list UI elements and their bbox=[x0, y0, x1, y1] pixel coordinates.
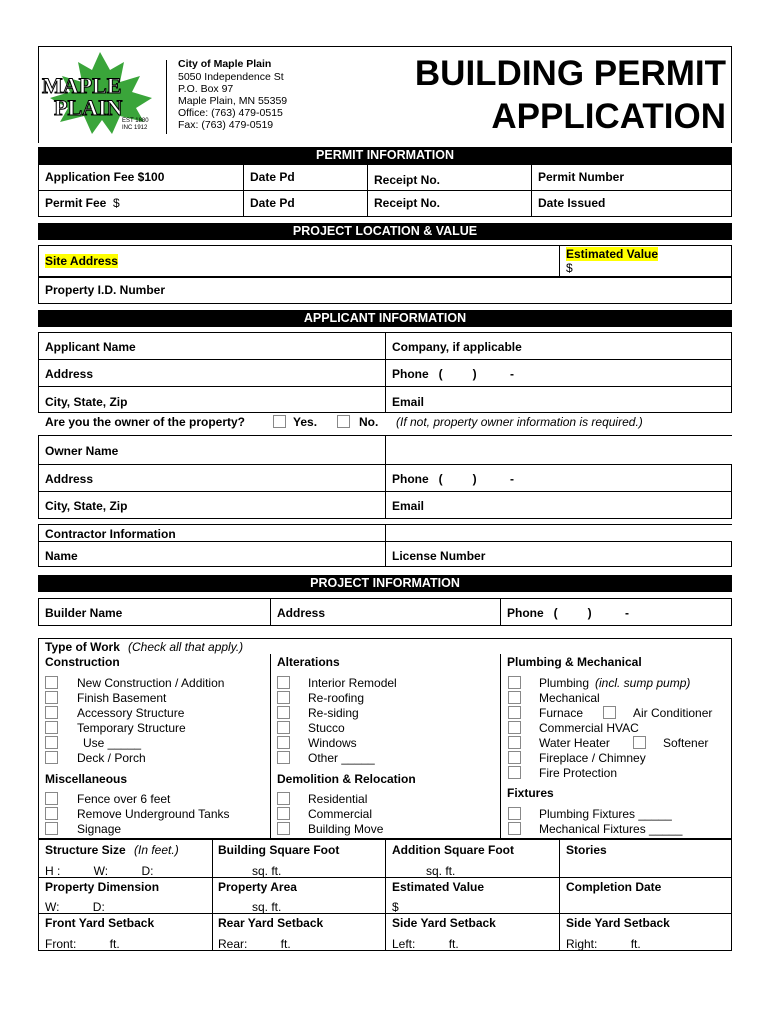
alteration-checkbox[interactable] bbox=[277, 706, 290, 719]
side-setback-value-left: Left: ft. bbox=[392, 937, 459, 951]
commercial-hvac-checkbox[interactable] bbox=[508, 721, 521, 734]
completion-date-label: Completion Date bbox=[566, 880, 662, 894]
property-id-label: Property I.D. Number bbox=[45, 283, 166, 297]
alteration-item: Windows bbox=[308, 736, 357, 750]
air-conditioner-checkbox[interactable] bbox=[603, 706, 616, 719]
date-issued-label: Date Issued bbox=[538, 196, 606, 210]
plumbing-item-note: (incl. sump pump) bbox=[595, 676, 691, 690]
property-dimension-label: Property Dimension bbox=[45, 880, 160, 894]
applicant-name-label: Applicant Name bbox=[45, 340, 136, 354]
owner-name-label: Owner Name bbox=[45, 444, 119, 458]
owner-phone-label: Phone ( ) - bbox=[392, 472, 515, 486]
demolition-item: Building Move bbox=[308, 822, 384, 836]
property-dimension-wd: W: D: bbox=[45, 900, 105, 914]
permit-col-1 bbox=[243, 164, 244, 217]
city-fax: Fax: (763) 479-0519 bbox=[178, 119, 274, 131]
alteration-item: Re-roofing bbox=[308, 691, 365, 705]
demolition-checkbox[interactable] bbox=[277, 807, 290, 820]
misc-item: Remove Underground Tanks bbox=[77, 807, 230, 821]
contractor-col bbox=[385, 524, 386, 567]
application-fee-label: Application Fee $100 bbox=[45, 170, 165, 184]
date-paid-label-2: Date Pd bbox=[250, 196, 295, 210]
permit-number-label: Permit Number bbox=[538, 170, 625, 184]
owner-no-checkbox[interactable] bbox=[337, 415, 350, 428]
miscellaneous-heading: Miscellaneous bbox=[45, 772, 128, 786]
front-setback-label: Front Yard Setback bbox=[45, 916, 155, 930]
fixtures-heading: Fixtures bbox=[507, 786, 554, 800]
alteration-checkbox[interactable] bbox=[277, 721, 290, 734]
owner-email-label: Email bbox=[392, 499, 425, 513]
structure-hwd: H : W: D: bbox=[45, 864, 154, 878]
logo-inc: INC 1912 bbox=[122, 125, 148, 131]
demolition-item: Residential bbox=[308, 792, 368, 806]
company-label: Company, if applicable bbox=[392, 340, 522, 354]
contractor-info-label: Contractor Information bbox=[45, 527, 176, 541]
applicant-col bbox=[385, 332, 386, 413]
water-heater-checkbox[interactable] bbox=[508, 736, 521, 749]
property-area-label: Property Area bbox=[218, 880, 297, 894]
permit-fee-dollar: $ bbox=[113, 196, 120, 210]
building-sqft-unit: sq. ft. bbox=[252, 864, 282, 878]
site-value-divider bbox=[559, 245, 560, 277]
misc-checkbox[interactable] bbox=[45, 822, 58, 835]
misc-checkbox[interactable] bbox=[45, 792, 58, 805]
work-col-2 bbox=[500, 654, 501, 839]
license-number-label: License Number bbox=[392, 549, 486, 563]
construction-checkbox[interactable] bbox=[45, 691, 58, 704]
owner-note: (If not, property owner information is required.) bbox=[396, 415, 643, 429]
water-heater-item: Water Heater bbox=[539, 736, 610, 750]
alteration-checkbox[interactable] bbox=[277, 736, 290, 749]
softener-checkbox[interactable] bbox=[633, 736, 646, 749]
alteration-item: Stucco bbox=[308, 721, 345, 735]
fixture-item: Mechanical Fixtures _____ bbox=[539, 822, 683, 836]
alteration-item: Interior Remodel bbox=[308, 676, 397, 690]
property-area-unit: sq. ft. bbox=[252, 900, 282, 914]
owner-no-label: No. bbox=[359, 415, 379, 429]
alterations-heading: Alterations bbox=[277, 655, 340, 669]
rear-setback-value: Rear: ft. bbox=[218, 937, 291, 951]
fireplace-checkbox[interactable] bbox=[508, 751, 521, 764]
construction-checkbox[interactable] bbox=[45, 676, 58, 689]
stories-label: Stories bbox=[566, 843, 607, 857]
permit-fee-label: Permit Fee bbox=[45, 196, 107, 210]
demolition-checkbox[interactable] bbox=[277, 792, 290, 805]
sizes-col-1 bbox=[212, 839, 213, 951]
alteration-checkbox[interactable] bbox=[277, 691, 290, 704]
city-address-1: 5050 Independence St bbox=[178, 71, 284, 83]
plumbing-heading: Plumbing & Mechanical bbox=[507, 655, 642, 669]
softener-item: Softener bbox=[663, 736, 709, 750]
city-office-phone: Office: (763) 479-0515 bbox=[178, 107, 283, 119]
contractor-name-label: Name bbox=[45, 549, 78, 563]
demolition-heading: Demolition & Relocation bbox=[277, 772, 416, 786]
demolition-checkbox[interactable] bbox=[277, 822, 290, 835]
logo-est: EST 1880 bbox=[122, 118, 149, 124]
construction-checkbox[interactable] bbox=[45, 736, 58, 749]
construction-checkbox[interactable] bbox=[45, 751, 58, 764]
sizes-col-3 bbox=[559, 839, 560, 951]
alteration-checkbox[interactable] bbox=[277, 676, 290, 689]
date-paid-label-1: Date Pd bbox=[250, 170, 295, 184]
contractor-divider-right bbox=[385, 541, 732, 542]
type-of-work-label: Type of Work bbox=[45, 640, 120, 654]
construction-item: Finish Basement bbox=[77, 691, 167, 705]
misc-item: Signage bbox=[77, 822, 122, 836]
owner-col bbox=[385, 464, 386, 519]
estimated-value-label-2: Estimated Value bbox=[392, 880, 485, 894]
applicant-address-label: Address bbox=[45, 367, 94, 381]
city-address-2: P.O. Box 97 bbox=[178, 83, 234, 95]
construction-checkbox[interactable] bbox=[45, 721, 58, 734]
side-setback-label-right: Side Yard Setback bbox=[566, 916, 670, 930]
misc-item: Fence over 6 feet bbox=[77, 792, 171, 806]
permit-info-bar: PERMIT INFORMATION bbox=[38, 147, 732, 164]
plumbing-item: Plumbing bbox=[539, 676, 590, 690]
applicant-phone-label: Phone ( ) - bbox=[392, 367, 515, 381]
structure-size-note: (In feet.) bbox=[134, 843, 179, 857]
fixture-item: Plumbing Fixtures _____ bbox=[539, 807, 672, 821]
builder-address-label: Address bbox=[277, 606, 326, 620]
site-address-label: Site Address bbox=[45, 254, 118, 268]
permit-row-divider bbox=[38, 190, 732, 191]
logo-text-top: MAPLE bbox=[42, 73, 122, 98]
furnace-checkbox[interactable] bbox=[508, 706, 521, 719]
receipt-number-label-2: Receipt No. bbox=[374, 196, 441, 210]
owner-csz-label: City, State, Zip bbox=[45, 499, 128, 513]
permit-col-3 bbox=[531, 164, 532, 217]
contractor-right-edge bbox=[731, 541, 732, 567]
construction-item: Accessory Structure bbox=[77, 706, 185, 720]
estimated-value-dollar: $ bbox=[566, 261, 573, 275]
project-location-bar: PROJECT LOCATION & VALUE bbox=[38, 223, 732, 240]
fixture-checkbox[interactable] bbox=[508, 822, 521, 835]
city-logo bbox=[40, 48, 158, 138]
logo-text-bottom: PLAIN bbox=[54, 95, 123, 120]
form-title-1: BUILDING PERMIT bbox=[414, 54, 726, 93]
owner-right-edge-top bbox=[385, 435, 386, 464]
owner-question: Are you the owner of the property? bbox=[45, 415, 246, 429]
estimated-value-label: Estimated Value bbox=[566, 247, 659, 261]
fireplace-item: Fireplace / Chimney bbox=[539, 751, 646, 765]
city-name: City of Maple Plain bbox=[178, 58, 272, 70]
applicant-csz-label: City, State, Zip bbox=[45, 395, 128, 409]
construction-heading: Construction bbox=[45, 655, 120, 669]
project-info-bar: PROJECT INFORMATION bbox=[38, 575, 732, 592]
mechanical-checkbox[interactable] bbox=[508, 691, 521, 704]
check-all-note: (Check all that apply.) bbox=[128, 640, 244, 654]
construction-checkbox[interactable] bbox=[45, 706, 58, 719]
mechanical-item: Mechanical bbox=[539, 691, 600, 705]
construction-item: Use _____ bbox=[83, 736, 142, 750]
owner-yes-checkbox[interactable] bbox=[273, 415, 286, 428]
receipt-number-label-1: Receipt No. bbox=[374, 173, 441, 187]
estimated-value-dollar-2: $ bbox=[392, 900, 399, 914]
addition-sqft-label: Addition Square Foot bbox=[392, 843, 514, 857]
misc-checkbox[interactable] bbox=[45, 807, 58, 820]
applicant-info-bar: APPLICANT INFORMATION bbox=[38, 310, 732, 327]
form-title-2: APPLICATION bbox=[491, 97, 726, 136]
furnace-item: Furnace bbox=[539, 706, 584, 720]
commercial-hvac-item: Commercial HVAC bbox=[539, 721, 639, 735]
building-sqft-label: Building Square Foot bbox=[218, 843, 340, 857]
builder-col-2 bbox=[500, 598, 501, 626]
demolition-item: Commercial bbox=[308, 807, 373, 821]
air-conditioner-item: Air Conditioner bbox=[633, 706, 713, 720]
city-address-3: Maple Plain, MN 55359 bbox=[178, 95, 288, 107]
applicant-email-label: Email bbox=[392, 395, 425, 409]
owner-address-label: Address bbox=[45, 472, 94, 486]
side-setback-label-left: Side Yard Setback bbox=[392, 916, 496, 930]
construction-item: New Construction / Addition bbox=[77, 676, 225, 690]
front-setback-value: Front: ft. bbox=[45, 937, 120, 951]
side-setback-value-right: Right: ft. bbox=[566, 937, 641, 951]
builder-col-1 bbox=[270, 598, 271, 626]
builder-name-label: Builder Name bbox=[45, 606, 123, 620]
fire-protection-item: Fire Protection bbox=[539, 766, 618, 780]
construction-item: Deck / Porch bbox=[77, 751, 146, 765]
alteration-item: Other _____ bbox=[308, 751, 375, 765]
permit-col-2 bbox=[367, 164, 368, 217]
work-col-1 bbox=[270, 654, 271, 839]
owner-yes-label: Yes. bbox=[293, 415, 318, 429]
structure-size-label: Structure Size bbox=[45, 843, 126, 857]
rear-setback-label: Rear Yard Setback bbox=[218, 916, 324, 930]
contractor-divider bbox=[38, 541, 385, 542]
plumbing-checkbox[interactable] bbox=[508, 676, 521, 689]
alteration-item: Re-siding bbox=[308, 706, 359, 720]
builder-phone-label: Phone ( ) - bbox=[507, 606, 630, 620]
sizes-col-2 bbox=[385, 839, 386, 951]
addition-sqft-unit: sq. ft. bbox=[426, 864, 456, 878]
fixture-checkbox[interactable] bbox=[508, 807, 521, 820]
fire-protection-checkbox[interactable] bbox=[508, 766, 521, 779]
alteration-checkbox[interactable] bbox=[277, 751, 290, 764]
header-divider bbox=[166, 60, 167, 134]
construction-item: Temporary Structure bbox=[77, 721, 186, 735]
